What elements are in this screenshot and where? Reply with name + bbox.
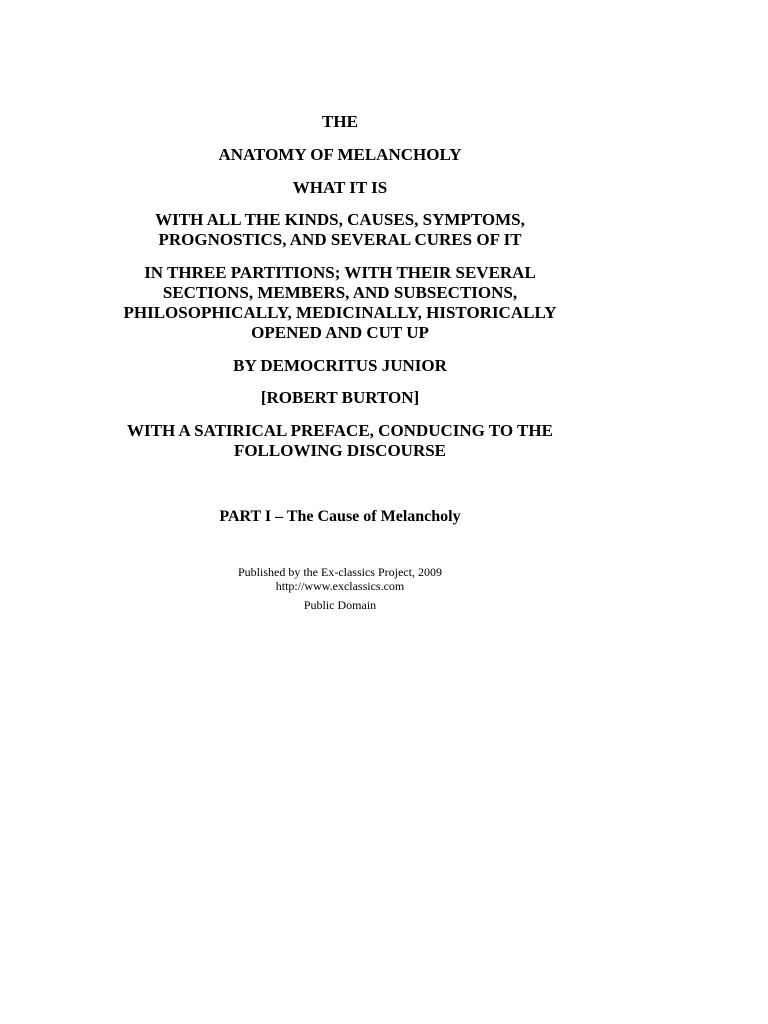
author-real-name: [ROBERT BURTON] — [260, 388, 420, 407]
subtitle-partitions — [0, 263, 680, 343]
subtitle-preface-line: FOLLOWING DISCOURSE — [233, 441, 447, 460]
subtitle-partitions-line: PHILOSOPHICALLY, MEDICINALLY, HISTORICALLY — [123, 303, 557, 322]
part-title: PART I – The Cause of Melancholy — [219, 508, 461, 525]
main-title: ANATOMY OF MELANCHOLY — [218, 145, 462, 164]
publisher-note: Published by the Ex-classics Project, 2009 — [238, 565, 442, 579]
subtitle-kinds — [0, 210, 680, 250]
title-the: THE — [322, 112, 358, 131]
subtitle-partitions-line: IN THREE PARTITIONS; WITH THEIR SEVERAL — [144, 263, 536, 282]
subtitle-kinds-line: WITH ALL THE KINDS, CAUSES, SYMPTOMS, — [155, 210, 525, 229]
subtitle-partitions-line: OPENED AND CUT UP — [251, 323, 429, 342]
subtitle-kinds-line: PROGNOSTICS, AND SEVERAL CURES OF IT — [158, 230, 522, 249]
subtitle-partitions-line: SECTIONS, MEMBERS, AND SUBSECTIONS, — [162, 283, 518, 302]
subtitle-preface — [0, 421, 680, 461]
subtitle-what-it-is: WHAT IT IS — [292, 178, 388, 197]
author-pseudonym: BY DEMOCRITUS JUNIOR — [233, 356, 447, 375]
publisher-url: http://www.exclassics.com — [275, 579, 405, 593]
subtitle-preface-line: WITH A SATIRICAL PREFACE, CONDUCING TO THE — [127, 421, 553, 440]
license-note: Public Domain — [303, 598, 377, 612]
